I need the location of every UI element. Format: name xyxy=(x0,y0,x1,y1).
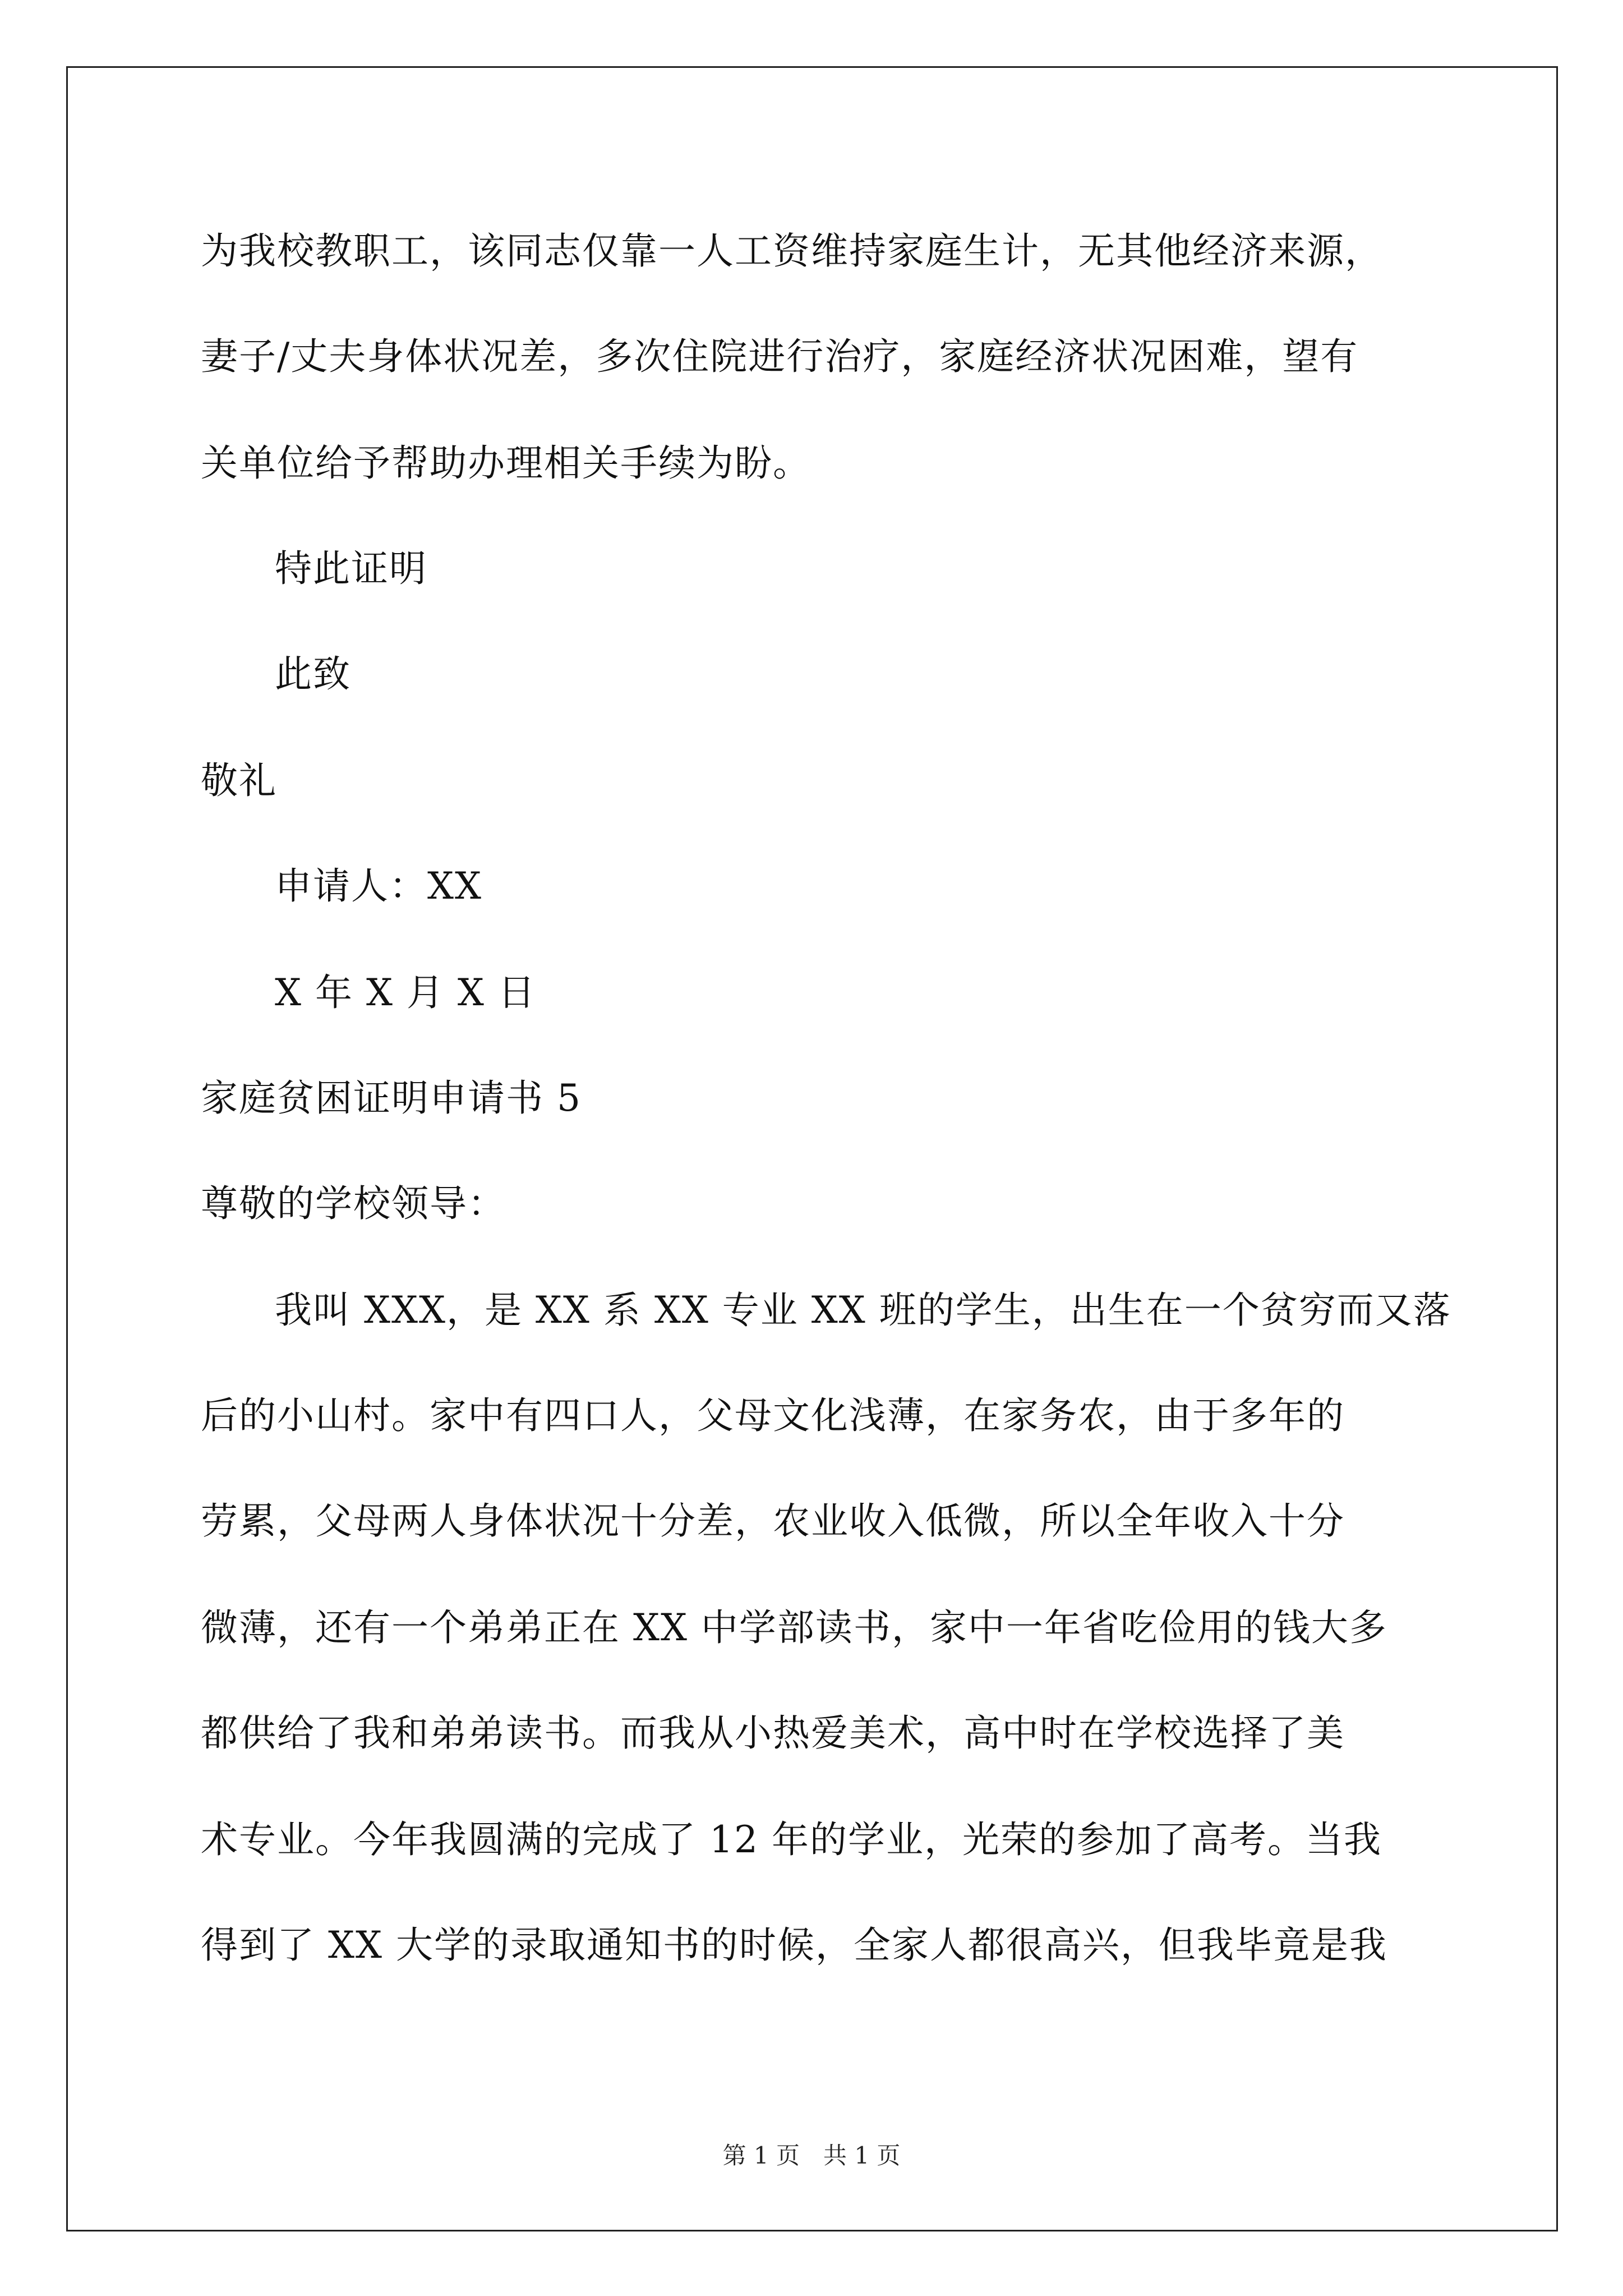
paragraph-line: 关单位给予帮助办理相关手续为盼。 xyxy=(201,441,811,485)
paragraph-line: 为我校教职工，该同志仅靠一人工资维持家庭生计，无其他经济来源， xyxy=(201,229,1383,273)
salutation-line: 此致 xyxy=(275,652,351,696)
paragraph-line: 术专业。今年我圆满的完成了 12 年的学业，光荣的参加了高考。当我 xyxy=(201,1818,1382,1861)
paragraph-line: 后的小山村。家中有四口人，父母文化浅薄，在家务农，由于多年的 xyxy=(201,1394,1345,1437)
applicant-signature: 申请人：XX xyxy=(275,864,482,908)
page-footer: 第 1 页 共 1 页 xyxy=(722,2142,901,2169)
greeting-line: 尊敬的学校领导： xyxy=(201,1182,506,1225)
closing-statement: 特此证明 xyxy=(275,547,427,590)
paragraph-line: 妻子/丈夫身体状况差，多次住院进行治疗，家庭经济状况困难，望有 xyxy=(201,335,1359,378)
section-title: 家庭贫困证明申请书 5 xyxy=(201,1076,582,1120)
paragraph-line: 我叫 XXX，是 XX 系 XX 专业 XX 班的学生，出生在一个贫穷而又落 xyxy=(275,1289,1451,1332)
paragraph-line: 都供给了我和弟弟读书。而我从小热爱美术，高中时在学校选择了美 xyxy=(201,1711,1345,1755)
salutation-line: 敬礼 xyxy=(201,759,277,802)
paragraph-line: 微薄，还有一个弟弟正在 XX 中学部读书，家中一年省吃俭用的钱大多 xyxy=(201,1606,1387,1649)
paragraph-line: 劳累，父母两人身体状况十分差，农业收入低微，所以全年收入十分 xyxy=(201,1499,1345,1543)
paragraph-line: 得到了 XX 大学的录取通知书的时候，全家人都很高兴，但我毕竟是我 xyxy=(201,1924,1387,1967)
date-line: X 年 X 月 X 日 xyxy=(275,971,536,1014)
page-border xyxy=(66,66,1558,2231)
